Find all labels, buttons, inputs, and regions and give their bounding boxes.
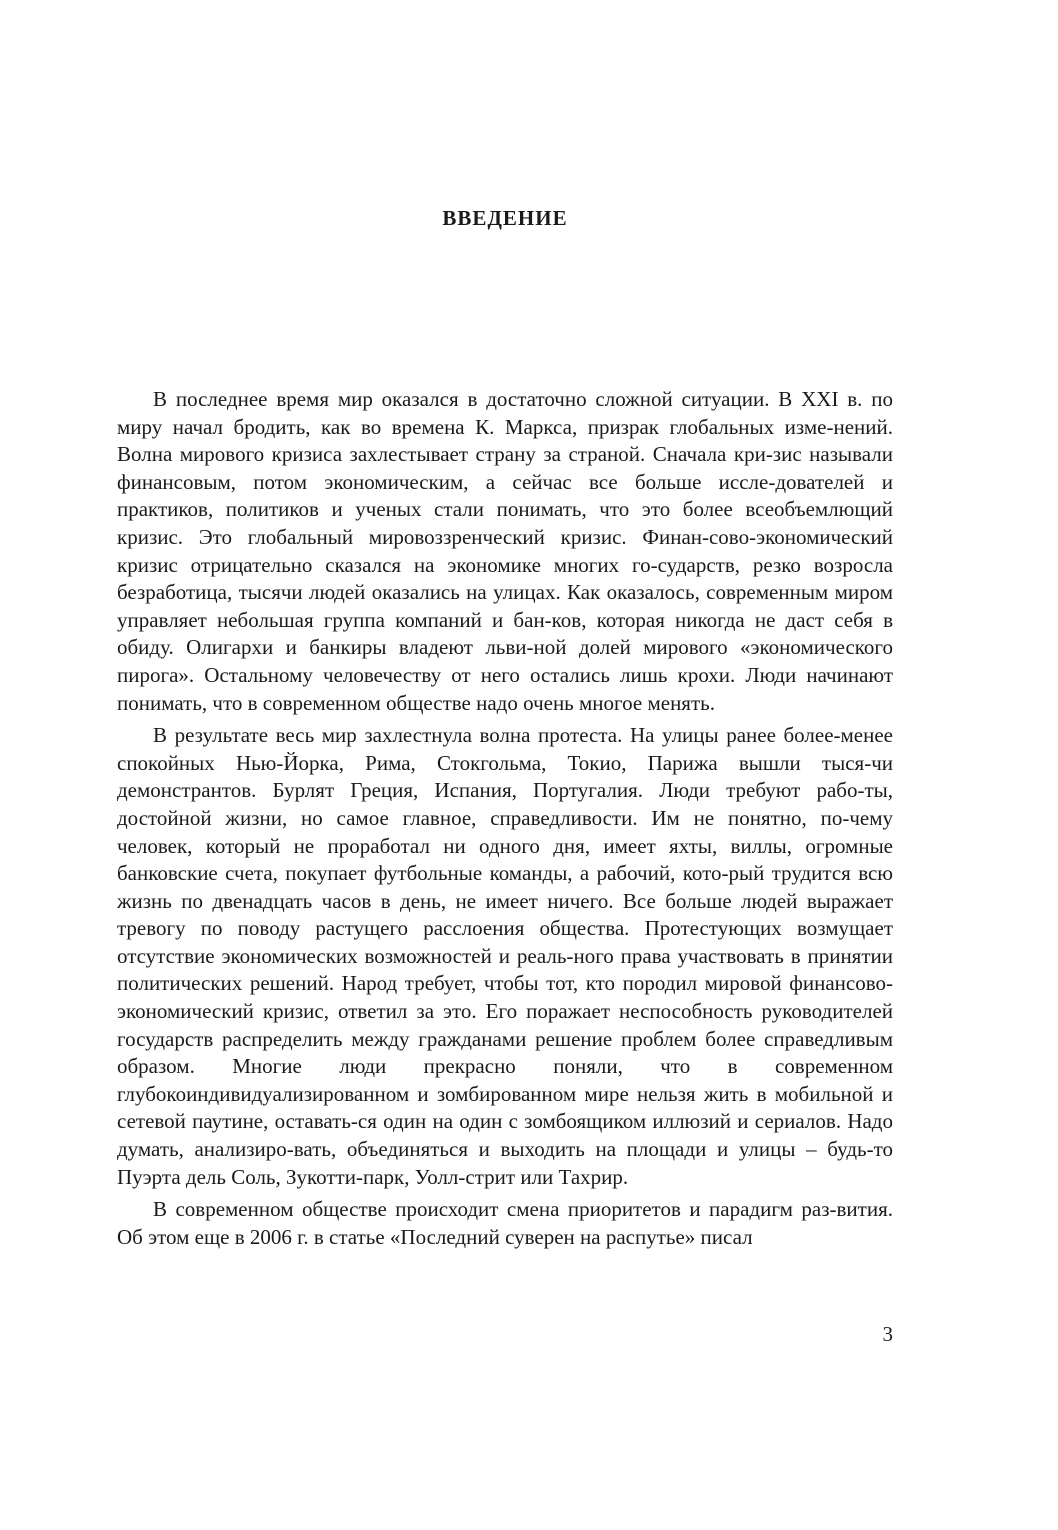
paragraph-1: В последнее время мир оказался в достаточно сложной ситуации. В XXI в. по миру начал бродить, как во времена К. Маркса, призрак глобальных изме-нений. Волна мирового кризиса захлестывает страну за страной. Сначала кри-зис называли финансовым, потом экономическим, а сейчас все больше иссле-дователей и практиков, политиков и ученых стали понимать, что это более всеобъемлющий кризис. Это глобальный мировоззренческий кризис. Финан-сово-экономический кризис отрицательно сказался на экономике многих го-сударств, резко возросла безработица, тысячи людей оказались на улицах. Как оказалось, современным миром управляет небольшая группа компаний и бан-ков, которая никогда не даст себя в обиду. Олигархи и банкиры владеют льви-ной долей мирового «экономического пирога». Остальному человечеству от него остались лишь крохи. Люди начинают понимать, что в современном обществе надо очень многое менять. xyxy=(117,387,893,715)
chapter-heading: ВВЕДЕНИЕ xyxy=(442,206,568,230)
body-text xyxy=(117,386,893,1251)
page-number: 3 xyxy=(882,1322,893,1346)
paragraph-2: В результате весь мир захлестнула волна протеста. На улицы ранее более-менее спокойных Нью-Йорка, Рима, Стокгольма, Токио, Парижа вышли тыся-чи демонстрантов. Бурлят Греция, Испания, Португалия. Люди требуют рабо-ты, достойной жизни, но самое главное, справедливости. Им не понятно, по-чему человек, который не проработал ни одного дня, имеет яхты, виллы, огромные банковские счета, покупает футбольные команды, а рабочий, кото-рый трудится всю жизнь по двенадцать часов в день, не имеет ничего. Все больше людей выражает тревогу по поводу растущего расслоения общества. Протестующих возмущает отсутствие экономических возможностей и реаль-ного права участвовать в принятии политических решений. Народ требует, чтобы тот, кто породил мировой финансово-экономический кризис, ответил за это. Его поражает неспособность руководителей государств распределить между гражданами решение проблем более справедливым образом. Многие люди прекрасно поняли, что в современном глубокоиндивидуализированном и зомбированном мире нельзя жить в мобильной и сетевой паутине, оставать-ся один на один с зомбоящиком иллюзий и сериалов. Надо думать, анализиро-вать, объединяться и выходить на площади и улицы – будь-то Пуэрта дель Соль, Зукотти-парк, Уолл-стрит или Тахрир. xyxy=(117,723,893,1189)
paragraph-3: В современном обществе происходит смена приоритетов и парадигм раз-вития. Об этом еще в 2006 г. в статье «Последний суверен на распутье» писал xyxy=(117,1197,893,1249)
